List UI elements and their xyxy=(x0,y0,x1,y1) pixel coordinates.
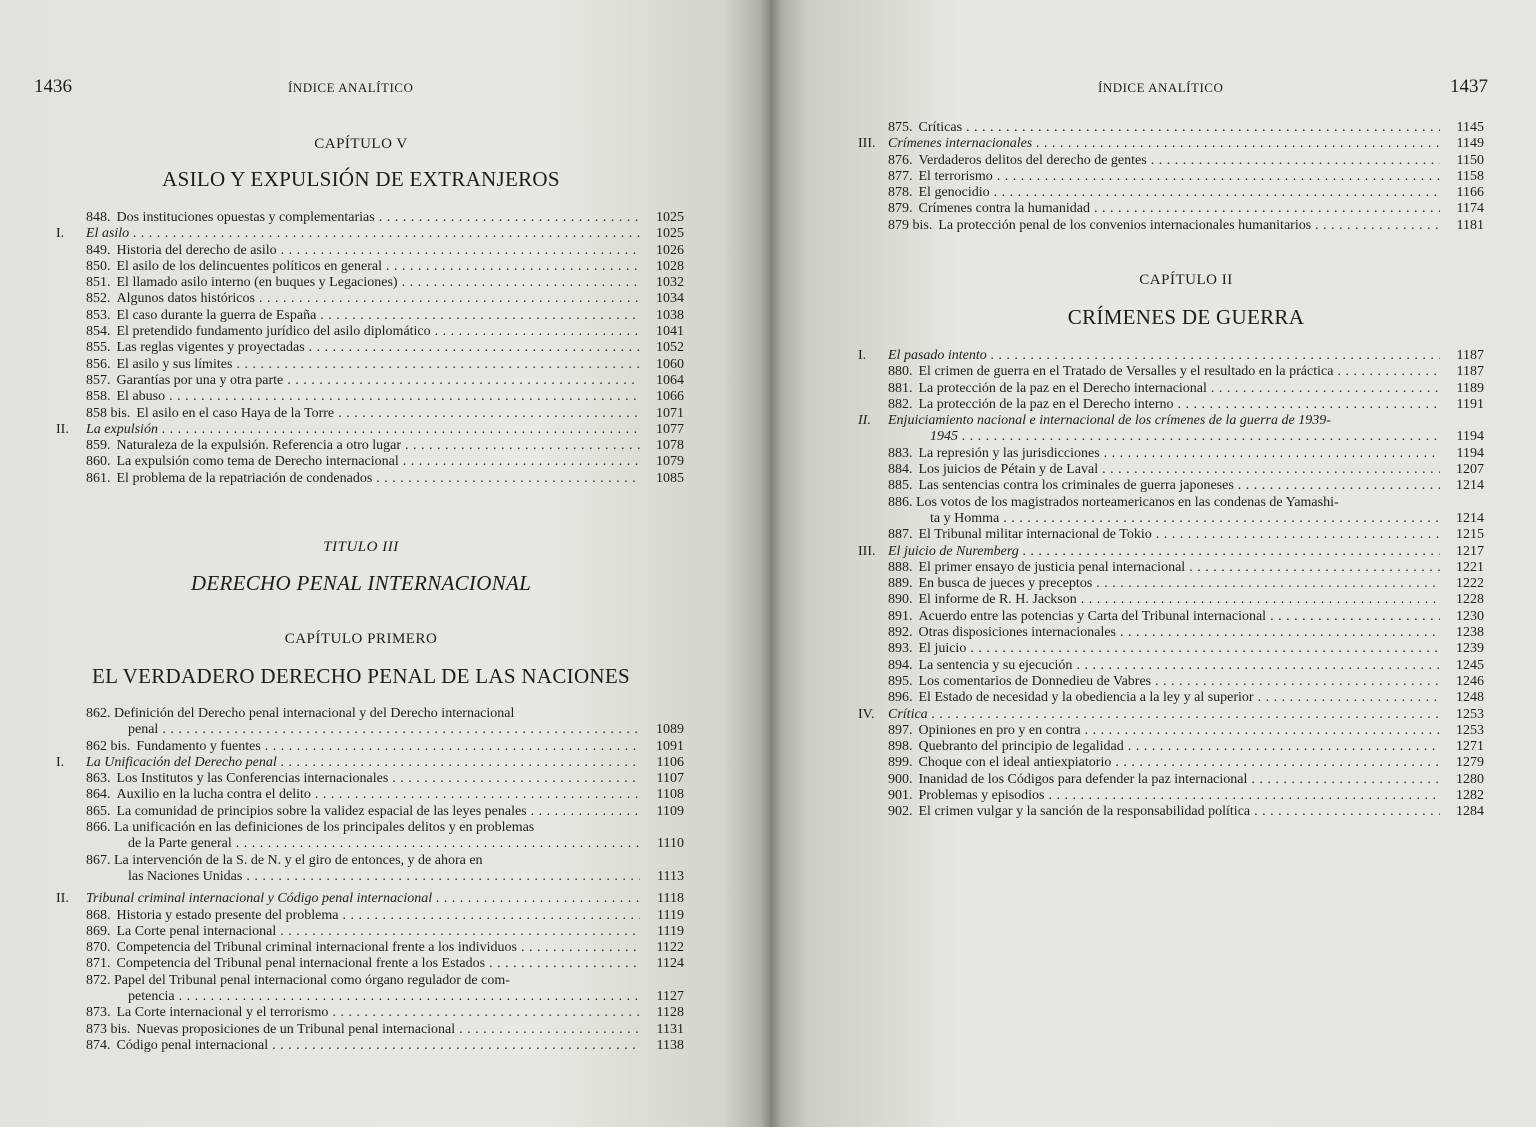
entry-page: 1060 xyxy=(656,356,684,372)
entry-page: 1282 xyxy=(1456,788,1484,804)
index-entry xyxy=(86,275,684,291)
index-entry xyxy=(86,438,684,454)
entry-page: 1110 xyxy=(657,836,684,852)
entry-text: las Naciones Unidas . . . xyxy=(128,869,640,885)
book-gutter xyxy=(760,0,782,1127)
index-entry xyxy=(86,836,684,852)
index-entry xyxy=(86,1022,684,1038)
entry-number: 862 bis. xyxy=(86,738,131,754)
entry-page: 1150 xyxy=(1456,152,1484,168)
index-entry xyxy=(86,243,684,259)
entry-text: El terrorismo . . . xyxy=(919,169,1441,185)
section-entry xyxy=(56,226,684,242)
index-entry xyxy=(86,454,684,470)
entry-text: Quebranto del principio de legalidad . . . xyxy=(919,739,1441,755)
page-number: 1436 xyxy=(34,76,72,97)
entry-number: 900. xyxy=(888,771,913,787)
entry-page: 1107 xyxy=(656,771,684,787)
entry-text: La represión y las jurisdicciones . . . xyxy=(919,446,1441,462)
entry-number: 897. xyxy=(888,722,913,738)
entry-page: 1025 xyxy=(656,226,684,242)
entry-page: 1191 xyxy=(1456,396,1484,412)
entry-number: 855. xyxy=(86,340,111,356)
entry-text: 862. Definición del Derecho penal internacional y del Derecho internacional xyxy=(86,706,515,721)
entry-page: 1187 xyxy=(1456,348,1484,363)
entry-number: 889. xyxy=(888,576,913,592)
entry-text: II. Enjuiciamiento nacional e internacional de los crímenes de la guerra de 1939- xyxy=(858,413,1331,429)
entry-number: 871. xyxy=(86,956,111,972)
entry-number: 868. xyxy=(86,907,111,923)
index-entry xyxy=(86,373,684,389)
entry-text: El genocidio . . . xyxy=(919,185,1441,201)
entry-text: La Corte penal internacional . . . xyxy=(117,924,641,940)
entry-text: El juicio . . . xyxy=(919,641,1441,657)
entry-page: 1214 xyxy=(1456,510,1484,526)
entry-text: En busca de jueces y preceptos . . . xyxy=(919,576,1441,592)
index-entry xyxy=(888,755,1484,771)
entry-text: Tribunal criminal internacional y Código penal internacional . . . xyxy=(86,891,640,907)
chapter-title: EL VERDADERO DERECHO PENAL DE LAS NACIONES xyxy=(92,664,630,688)
entry-number: 882. xyxy=(888,396,913,412)
section-entry xyxy=(858,706,1484,723)
entry-page: 1248 xyxy=(1456,690,1484,706)
entry-page: 1149 xyxy=(1456,136,1484,152)
index-entry xyxy=(86,308,684,324)
entry-page: 1253 xyxy=(1456,722,1484,738)
entry-text: El pasado intento . . . xyxy=(888,348,1440,364)
entry-text: Los Institutos y las Conferencias internacionales . . . xyxy=(117,771,641,787)
index-entry xyxy=(86,924,684,940)
entry-number: 883. xyxy=(888,445,913,461)
entry-text: Algunos datos históricos . . . xyxy=(117,291,641,307)
index-entry xyxy=(86,722,684,738)
entry-number: 877. xyxy=(888,168,913,184)
entry-page: 1158 xyxy=(1456,168,1484,184)
entry-text: El primer ensayo de justicia penal internacional . . . xyxy=(919,560,1441,576)
entry-text: La protección de la paz en el Derecho interno . . . xyxy=(919,397,1441,413)
index-entry xyxy=(888,153,1484,169)
entry-number: 893. xyxy=(888,641,913,657)
entry-number: 881. xyxy=(888,380,913,396)
entry-number: 896. xyxy=(888,690,913,706)
index-entry xyxy=(888,462,1484,478)
entry-text: Competencia del Tribunal criminal internacional frente a los individuos . . . xyxy=(117,940,641,956)
entry-number: 850. xyxy=(86,258,111,274)
entry-page: 1238 xyxy=(1456,625,1484,641)
entry-text: Historia del derecho de asilo . . . xyxy=(117,243,641,259)
entry-page: 1138 xyxy=(656,1037,684,1053)
entry-number: 858 bis. xyxy=(86,405,131,421)
section-numeral: I. xyxy=(56,754,65,770)
entry-page: 1119 xyxy=(657,907,684,923)
entry-page: 1239 xyxy=(1456,641,1484,657)
entry-number: 854. xyxy=(86,324,111,340)
entry-page: 1064 xyxy=(656,372,684,388)
section-numeral: II. xyxy=(56,891,69,907)
entry-number: 891. xyxy=(888,608,913,624)
entry-text: Choque con el ideal antiexpiatorio . . . xyxy=(919,755,1441,771)
entry-page: 1189 xyxy=(1456,380,1484,396)
entry-page: 1052 xyxy=(656,340,684,356)
entry-text: Las reglas vigentes y proyectadas . . . xyxy=(117,340,641,356)
index-entry xyxy=(888,772,1484,788)
entry-number: 876. xyxy=(888,152,913,168)
index-entry xyxy=(888,381,1484,397)
index-entry xyxy=(86,406,684,422)
entry-number: 884. xyxy=(888,462,913,478)
index-entry xyxy=(888,397,1484,413)
entry-page: 1217 xyxy=(1456,543,1484,559)
index-list xyxy=(858,348,1484,821)
index-list xyxy=(858,120,1484,234)
index-entry xyxy=(888,511,1484,527)
entry-number: 863. xyxy=(86,771,111,787)
title-label: TITULO III xyxy=(323,539,399,555)
entry-page: 1271 xyxy=(1456,739,1484,755)
index-entry xyxy=(86,259,684,275)
entry-text: El Estado de necesidad y la obediencia a la ley y al superior . . . xyxy=(919,690,1441,706)
index-entry xyxy=(888,804,1484,820)
entry-text: 866. La unificación en las definiciones de los principales delitos y en problemas xyxy=(86,820,535,836)
entry-page: 1085 xyxy=(656,470,684,486)
index-entry xyxy=(888,625,1484,641)
entry-text: La protección de la paz en el Derecho internacional . . . xyxy=(919,381,1441,397)
entry-text: Inanidad de los Códigos para defender la paz internacional . . . xyxy=(919,772,1441,788)
index-entry xyxy=(888,674,1484,690)
entry-page: 1145 xyxy=(1456,120,1484,135)
index-entry xyxy=(86,787,684,803)
entry-page: 1253 xyxy=(1456,706,1484,722)
index-entry xyxy=(888,560,1484,576)
entry-text: Código penal internacional . . . xyxy=(117,1038,641,1054)
entry-text: Competencia del Tribunal penal internacional frente a los Estados . . . xyxy=(117,956,641,972)
entry-page: 1194 xyxy=(1456,445,1484,461)
index-entry xyxy=(86,956,684,972)
entry-number: 892. xyxy=(888,625,913,641)
entry-text: Otras disposiciones internacionales . . . xyxy=(919,625,1441,641)
chapter-label: CAPÍTULO PRIMERO xyxy=(284,631,438,647)
entry-text: La Corte internacional y el terrorismo . . . xyxy=(117,1005,641,1021)
entry-text: 872. Papel del Tribunal penal internacional como órgano regulador de com- xyxy=(86,972,510,988)
entry-text: Problemas y episodios . . . xyxy=(919,788,1441,804)
entry-text: Los juicios de Pétain y de Laval . . . xyxy=(919,462,1441,478)
entry-page: 1207 xyxy=(1456,462,1484,478)
entry-number: 890. xyxy=(888,592,913,608)
entry-number: 857. xyxy=(86,372,111,388)
entry-text: El caso durante la guerra de España . . . xyxy=(117,308,641,324)
entry-number: 873. xyxy=(86,1005,111,1021)
entry-text: El crimen de guerra en el Tratado de Versalles y el resultado en la práctica . . . xyxy=(919,364,1441,380)
entry-text: El llamado asilo interno (en buques y Legaciones) . . . xyxy=(117,275,641,291)
entry-page: 1279 xyxy=(1456,755,1484,771)
entry-page: 1119 xyxy=(657,923,684,939)
entry-page: 1091 xyxy=(656,738,684,754)
entry-number: 873 bis. xyxy=(86,1021,131,1037)
entry-text: Naturaleza de la expulsión. Referencia a otro lugar . . . xyxy=(117,438,641,454)
entry-page: 1089 xyxy=(656,722,684,738)
section-entry xyxy=(56,754,684,771)
section-numeral: II. xyxy=(858,413,871,429)
index-entry xyxy=(888,609,1484,625)
chapter-title: CRÍMENES DE GUERRA xyxy=(1067,305,1305,329)
entry-text: de la Parte general . . . xyxy=(128,836,640,852)
chapter-label: CAPÍTULO V xyxy=(314,136,408,152)
entry-page: 1181 xyxy=(1456,217,1484,233)
section-numeral: III. xyxy=(858,136,876,152)
entry-number: 865. xyxy=(86,803,111,819)
index-entry xyxy=(86,340,684,356)
entry-text: El problema de la repatriación de condenados . . . xyxy=(117,471,641,487)
entry-page: 1127 xyxy=(656,989,684,1005)
index-entry xyxy=(888,120,1484,136)
index-entry xyxy=(888,201,1484,217)
entry-number: 899. xyxy=(888,755,913,771)
entry-page: 1028 xyxy=(656,258,684,274)
entry-text: El crimen vulgar y la sanción de la responsabilidad política . . . xyxy=(919,804,1441,820)
index-entry xyxy=(86,471,684,487)
entry-text: Auxilio en la lucha contra el delito . . . xyxy=(117,787,641,803)
index-entry xyxy=(888,690,1484,706)
entry-text: El juicio de Nuremberg . . . xyxy=(888,544,1440,560)
section-entry xyxy=(858,136,1484,152)
entry-page: 1222 xyxy=(1456,576,1484,592)
entry-text: Críticas . . . xyxy=(919,120,1441,136)
index-entry xyxy=(888,185,1484,201)
entry-text: Nuevas proposiciones de un Tribunal penal internacional . . . xyxy=(136,1022,640,1038)
entry-page: 1026 xyxy=(656,242,684,258)
page-number: 1437 xyxy=(1450,76,1488,97)
index-entry xyxy=(888,641,1484,657)
entry-number: 859. xyxy=(86,438,111,454)
title-heading: DERECHO PENAL INTERNACIONAL xyxy=(190,571,532,595)
index-entry xyxy=(888,478,1484,494)
entry-page: 1215 xyxy=(1456,527,1484,543)
entry-text: El pretendido fundamento jurídico del asilo diplomático . . . xyxy=(117,324,641,340)
entry-text: Las sentencias contra los criminales de guerra japoneses . . . xyxy=(919,478,1441,494)
index-entry xyxy=(86,291,684,307)
entry-text: El asilo . . . xyxy=(86,226,640,242)
entry-text: Dos instituciones opuestas y complementarias . . . xyxy=(117,210,641,226)
entry-number: 901. xyxy=(888,788,913,804)
entry-text: penal . . . xyxy=(128,722,640,738)
entry-page: 1113 xyxy=(657,868,684,884)
index-list xyxy=(56,210,684,487)
index-entry xyxy=(86,324,684,340)
entry-number: 894. xyxy=(888,657,913,673)
entry-text: Verdaderos delitos del derecho de gentes . . . xyxy=(919,153,1441,169)
entry-number: 878. xyxy=(888,185,913,201)
entry-text: La protección penal de los convenios internacionales humanitarios . . . xyxy=(938,218,1440,234)
index-entry xyxy=(86,389,684,405)
entry-page: 1038 xyxy=(656,307,684,323)
entry-text: Historia y estado presente del problema . . . xyxy=(117,908,641,924)
entry-page: 1122 xyxy=(656,940,684,956)
entry-page: 1041 xyxy=(656,324,684,340)
entry-text: ta y Homma . . . xyxy=(930,511,1440,527)
index-entry xyxy=(888,576,1484,592)
entry-number: 848. xyxy=(86,210,111,225)
entry-number: 860. xyxy=(86,454,111,470)
entry-page: 1078 xyxy=(656,438,684,454)
entry-text: El Tribunal militar internacional de Tokio . . . xyxy=(919,527,1441,543)
entry-page: 1128 xyxy=(656,1005,684,1021)
entry-page: 1066 xyxy=(656,389,684,405)
entry-text: Opiniones en pro y en contra . . . xyxy=(919,723,1441,739)
entry-number: 888. xyxy=(888,559,913,575)
entry-text: La comunidad de principios sobre la validez espacial de las leyes penales . . . xyxy=(117,804,641,820)
section-numeral: III. xyxy=(858,543,876,559)
entry-page: 1025 xyxy=(656,210,684,225)
index-entry xyxy=(86,1005,684,1021)
entry-page: 1106 xyxy=(656,754,684,770)
section-numeral: II. xyxy=(56,421,69,437)
entry-text: El asilo en el caso Haya de la Torre . . . xyxy=(136,406,640,422)
entry-number: 885. xyxy=(888,478,913,494)
entry-text: Los comentarios de Donnedieu de Vabres . . . xyxy=(919,674,1441,690)
entry-text: El abuso . . . xyxy=(117,389,641,405)
entry-number: 869. xyxy=(86,923,111,939)
section-numeral: IV. xyxy=(858,706,875,722)
entry-number: 856. xyxy=(86,356,111,372)
entry-page: 1131 xyxy=(656,1021,684,1037)
entry-page: 1071 xyxy=(656,405,684,421)
index-entry xyxy=(86,908,684,924)
index-entry xyxy=(86,357,684,373)
index-entry xyxy=(888,788,1484,804)
entry-number: 852. xyxy=(86,291,111,307)
entry-page: 1230 xyxy=(1456,608,1484,624)
index-entry xyxy=(888,723,1484,739)
right-page xyxy=(770,0,1536,1127)
index-entry xyxy=(86,771,684,787)
entry-page: 1228 xyxy=(1456,592,1484,608)
entry-page: 1194 xyxy=(1456,429,1484,445)
entry-text: El asilo y sus límites . . . xyxy=(117,357,641,373)
entry-page: 1166 xyxy=(1456,185,1484,201)
entry-page: 1109 xyxy=(656,803,684,819)
entry-text: Garantías por una y otra parte . . . xyxy=(117,373,641,389)
entry-text: 1945 . . . xyxy=(930,429,1440,445)
entry-text: 886. Los votos de los magistrados norteamericanos en las condenas de Yamashi- xyxy=(888,494,1339,510)
entry-text: 867. La intervención de la S. de N. y el giro de entonces, y de ahora en xyxy=(86,852,483,868)
section-entry xyxy=(56,891,684,907)
index-entry xyxy=(86,989,684,1005)
section-numeral: I. xyxy=(858,348,867,363)
entry-number: 853. xyxy=(86,307,111,323)
index-entry xyxy=(888,364,1484,380)
entry-number: 887. xyxy=(888,527,913,543)
index-entry xyxy=(888,592,1484,608)
entry-text: petencia . . . xyxy=(128,989,640,1005)
entry-text: Crímenes internacionales . . . xyxy=(888,136,1440,152)
entry-page: 1032 xyxy=(656,275,684,291)
section-numeral: I. xyxy=(56,226,65,242)
index-entry xyxy=(888,658,1484,674)
entry-text: El asilo de los delincuentes políticos en general . . . xyxy=(117,259,641,275)
running-head: ÍNDICE ANALÍTICO xyxy=(1098,80,1224,95)
entry-page: 1245 xyxy=(1456,657,1484,673)
entry-number: 858. xyxy=(86,389,111,405)
index-entry xyxy=(888,169,1484,185)
entry-page: 1214 xyxy=(1456,478,1484,494)
index-entry xyxy=(86,739,684,755)
entry-number: 874. xyxy=(86,1037,111,1053)
entry-page: 1079 xyxy=(656,454,684,470)
entry-page: 1246 xyxy=(1456,673,1484,689)
running-head: ÍNDICE ANALÍTICO xyxy=(288,80,414,95)
entry-text: La Unificación del Derecho penal . . . xyxy=(86,755,640,771)
entry-page: 1108 xyxy=(656,787,684,803)
entry-number: 849. xyxy=(86,242,111,258)
entry-page: 1174 xyxy=(1456,201,1484,217)
entry-number: 864. xyxy=(86,787,111,803)
index-entry xyxy=(86,1038,684,1054)
section-entry xyxy=(56,421,684,438)
index-entry xyxy=(888,218,1484,234)
index-entry xyxy=(86,869,684,885)
entry-number: 851. xyxy=(86,275,111,291)
section-entry xyxy=(858,348,1484,364)
index-entry xyxy=(86,804,684,820)
entry-text: Crímenes contra la humanidad . . . xyxy=(919,201,1441,217)
entry-text: La sentencia y su ejecución . . . xyxy=(919,658,1441,674)
entry-page: 1280 xyxy=(1456,771,1484,787)
entry-number: 895. xyxy=(888,673,913,689)
chapter-title: ASILO Y EXPULSIÓN DE EXTRANJEROS xyxy=(162,167,560,191)
index-entry xyxy=(86,940,684,956)
section-entry xyxy=(858,543,1484,560)
entry-number: 879 bis. xyxy=(888,217,933,233)
entry-page: 1118 xyxy=(657,891,684,907)
index-entry xyxy=(888,429,1484,445)
chapter-label: CAPÍTULO II xyxy=(1139,272,1233,288)
entry-number: 880. xyxy=(888,364,913,380)
index-entry xyxy=(888,739,1484,755)
index-list xyxy=(56,706,684,1054)
entry-number: 861. xyxy=(86,470,111,486)
entry-number: 879. xyxy=(888,201,913,217)
index-entry xyxy=(888,446,1484,462)
entry-page: 1221 xyxy=(1456,559,1484,575)
entry-text: Crítica . . . xyxy=(888,707,1440,723)
entry-number: 902. xyxy=(888,804,913,820)
entry-text: El informe de R. H. Jackson . . . xyxy=(919,592,1441,608)
index-entry xyxy=(86,210,684,226)
index-entry xyxy=(888,527,1484,543)
entry-number: 898. xyxy=(888,739,913,755)
entry-text: La expulsión como tema de Derecho internacional . . . xyxy=(117,454,641,470)
entry-page: 1124 xyxy=(656,956,684,972)
entry-page: 1034 xyxy=(656,291,684,307)
entry-text: Acuerdo entre las potencias y Carta del Tribunal internacional . . . xyxy=(919,609,1441,625)
entry-page: 1284 xyxy=(1456,804,1484,820)
entry-page: 1187 xyxy=(1456,364,1484,380)
entry-page: 1077 xyxy=(656,421,684,437)
entry-text: Fundamento y fuentes . . . xyxy=(136,739,640,755)
entry-number: 870. xyxy=(86,940,111,956)
entry-text: La expulsión . . . xyxy=(86,422,640,438)
entry-number: 875. xyxy=(888,120,913,135)
